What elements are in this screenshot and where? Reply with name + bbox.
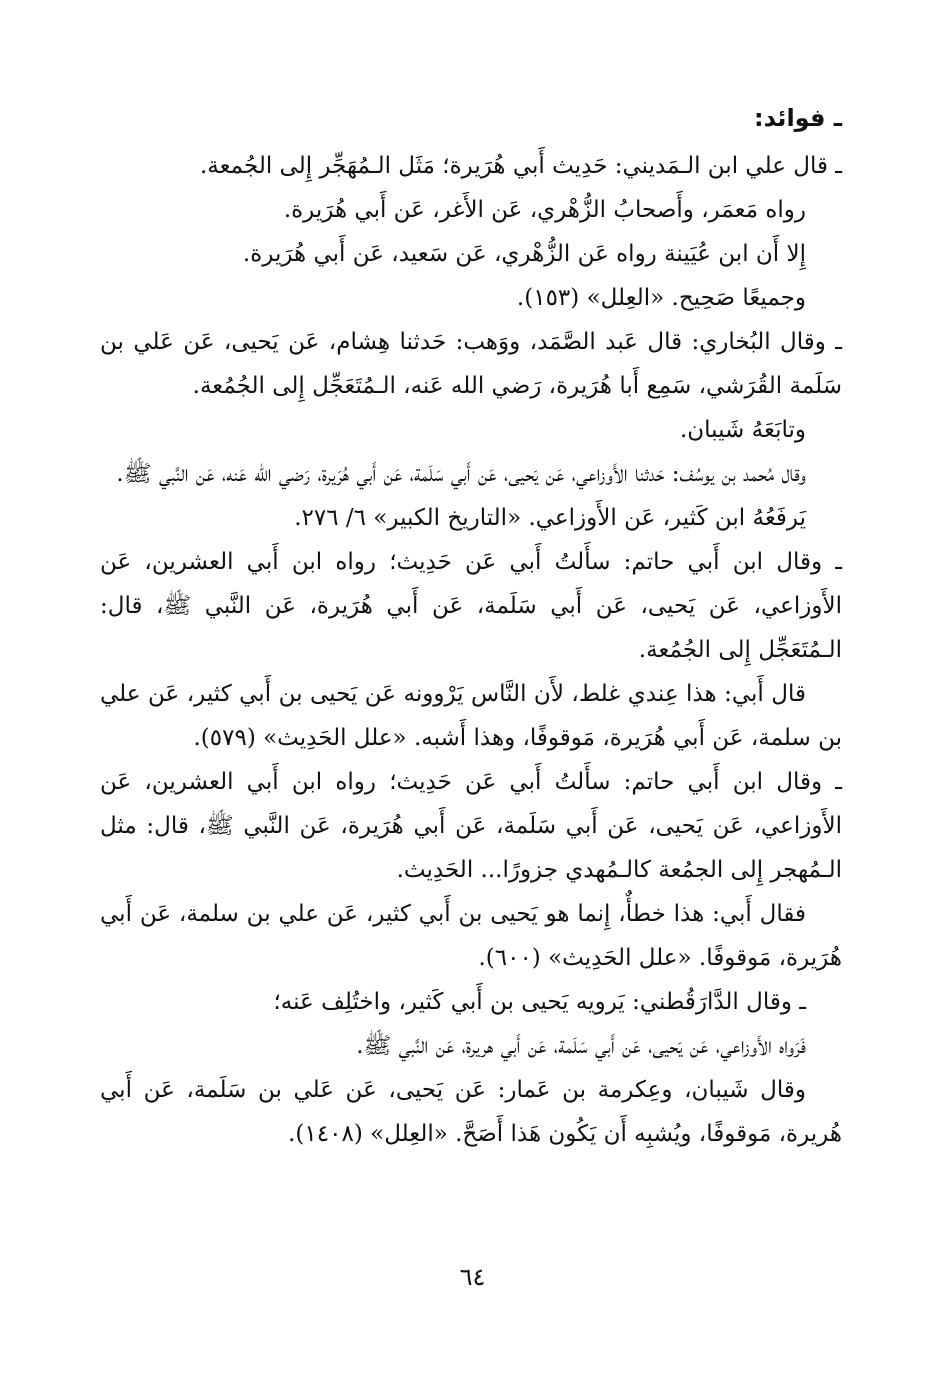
paragraph: ـ وقال البُخاري: قال عَبد الصَّمَد، ووَهب: حَدثنا هِشام، عَن يَحيى، عَن عَلي بن سَلَمة القُرَشي، سَمِع أَبا هُرَيرة، رَضي الله عَنه، الـمُتَعَجِّل إِلى الجُمُعة.: [100, 329, 842, 399]
section-heading: ـ فوائد:: [753, 104, 842, 132]
paragraph: ـ وقال ابن أَبي حاتم: سأَلتُ أَبي عَن حَدِيث؛ رواه ابن أَبي العشرين، عَن الأَوزاعي، عَن يَحيى، عَن أَبي سَلَمة، عَن أَبي هُرَيرة، عَن النَّبي ﷺ، قال: مثل الـمُهجر إِلى الجمُعة كالـمُهدي جزورًا... الحَدِيث.: [100, 769, 842, 883]
paragraph: وجميعًا صَحِيح. «العِلل» (١٥٣).: [516, 285, 806, 311]
paragraph: ـ وقال ابن أَبي حاتم: سأَلتُ أَبي عَن حَدِيث؛ رواه ابن أَبي العشرين، عَن الأَوزاعي، عَن يَحيى، عَن أَبي سَلَمة، عَن أَبي هُرَيرة، عَن النَّبي ﷺ، قال: الـمُتَعَجِّل إِلى الجُمُعة.: [100, 549, 842, 663]
paragraph: إِلا أَن ابن عُيَينة رواه عَن الزُّهْري، عَن سَعيد، عَن أَبي هُرَيرة.: [242, 241, 806, 267]
paragraph: وقال مُحمد بن يوسُف: حَدثنا الأَوزاعي، عَن يَحيى، عَن أَبي سَلَمة، عَن أَبي هُرَيرة، رَضي الله عَنه، عَن النَّبي ﷺ.: [116, 461, 806, 487]
paragraph: قال أَبي: هذا عِندي غلط، لأَن النَّاس يَرْوونه عَن يَحيى بن أَبي كثير، عَن علي بن سلمة، عَن أَبي هُرَيرة، مَوقوفًا، وهذا أَشبه. «علل الحَدِيث» (٥٧٩).: [100, 681, 842, 751]
text-block: [100, 100, 842, 1156]
page-number: ٦٤: [459, 1263, 486, 1291]
paragraph: فقال أَبي: هذا خطأٌ، إِنما هو يَحيى بن أَبي كثير، عَن علي بن سلمة، عَن أَبي هُرَيرة، مَوقوفًا. «علل الحَدِيث» (٦٠٠).: [100, 901, 842, 971]
paragraph: رواه مَعمَر، وأَصحابُ الزُّهْري، عَن الأَغر، عَن أَبي هُرَيرة.: [283, 197, 806, 223]
paragraph: يَرفَعُهُ ابن كَثير، عَن الأَوزاعي. «التاريخ الكبير» ٦/ ٢٧٦.: [294, 505, 806, 531]
paragraph: ـ قال علي ابن الـمَديني: حَدِيث أَبي هُرَيرة؛ مَثَل الـمُهَجِّر إِلى الجُمعة.: [199, 153, 842, 179]
paragraph: وقال شَيبان، وعِكرمة بن عَمار: عَن يَحيى، عَن عَلي بن سَلَمة، عَن أَبي هُريرة، مَوقوفًا، ويُشبِه أَن يَكُون هَذا أَصَحَّ. «العِلل» (١٤٠٨).: [100, 1077, 842, 1147]
paragraph: فَرَواه الأَوزاعي، عَن يَحيى، عَن أَبي سَلَمة، عَن أَبي هريرة، عَن النَّبي ﷺ.: [356, 1033, 806, 1059]
paragraph: وتابَعَهُ شَيبان.: [679, 417, 806, 443]
paragraph: ـ وقال الدَّارَقُطني: يَرويه يَحيى بن أَبي كَثير، واختُلِف عَنه؛: [273, 989, 806, 1015]
